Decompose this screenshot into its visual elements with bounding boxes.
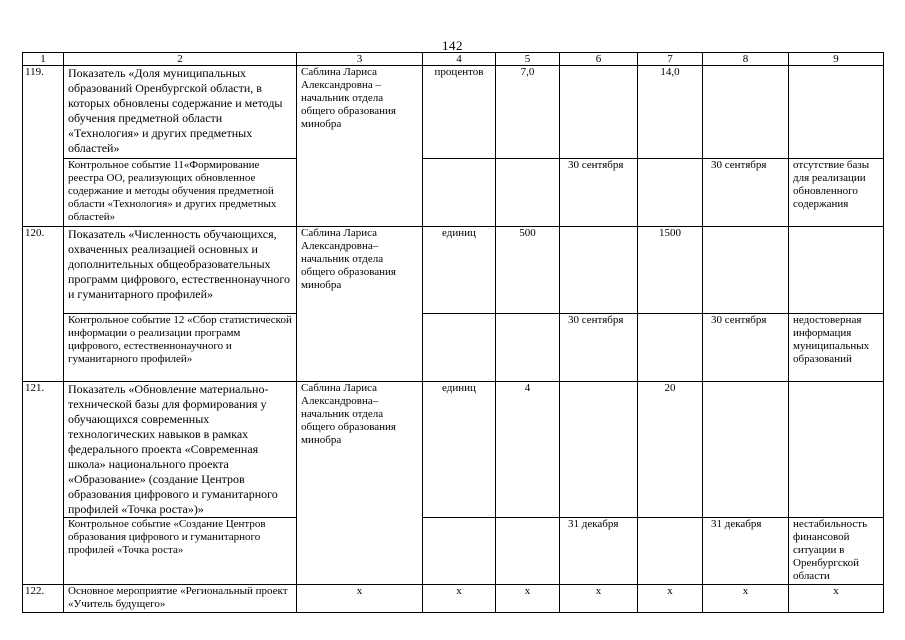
header-cell: 2 (64, 53, 297, 66)
value-cell: 500 (496, 227, 560, 314)
empty-cell (638, 518, 703, 585)
responsible-cell: Саблина Лариса Александровна – начальник отдела общего образования минобра (297, 66, 423, 227)
x-cell: х (789, 585, 884, 613)
empty-cell (423, 314, 496, 382)
value-cell: 1500 (638, 227, 703, 314)
date-cell: 30 сентября (703, 314, 789, 382)
table-row (23, 382, 884, 518)
table-row (23, 66, 884, 159)
empty-cell (423, 159, 496, 227)
risk-cell: отсутствие базы для реализации обновленного содержания (789, 159, 884, 227)
header-cell: 5 (496, 53, 560, 66)
value-cell: 20 (638, 382, 703, 518)
event-cell: Контрольное событие 12 «Сбор статистической информации о реализации программ цифрового, естественнонаучного и гуманитарного профилей» (64, 314, 297, 382)
indicator-cell: Показатель «Обновление материально-технической базы для формирования у обучающихся современных технологических навыков в рамках федерального проекта «Современная школа» национального проекта «Образование» (создание Центров образования цифрового и гуманитарного профилей «Точка роста»)» (64, 382, 297, 518)
value-cell (789, 66, 884, 159)
empty-cell (496, 314, 560, 382)
value-cell (560, 227, 638, 314)
empty-cell (496, 518, 560, 585)
row-number: 120. (23, 227, 64, 382)
x-cell: х (423, 585, 496, 613)
row-number: 122. (23, 585, 64, 613)
empty-cell (423, 518, 496, 585)
date-cell: 31 декабря (560, 518, 638, 585)
value-cell (560, 382, 638, 518)
x-cell: х (638, 585, 703, 613)
responsible-cell: Саблина Лариса Александровна– начальник отдела общего образования минобра (297, 382, 423, 585)
table-row (23, 314, 884, 382)
value-cell: 14,0 (638, 66, 703, 159)
x-cell: х (560, 585, 638, 613)
date-cell: 30 сентября (560, 314, 638, 382)
date-cell: 30 сентября (560, 159, 638, 227)
x-cell: х (297, 585, 423, 613)
empty-cell (496, 159, 560, 227)
indicator-cell: Основное мероприятие «Региональный проект «Учитель будущего» (64, 585, 297, 613)
date-cell: 30 сентября (703, 159, 789, 227)
value-cell (703, 66, 789, 159)
table-row (23, 159, 884, 227)
date-cell: 31 декабря (703, 518, 789, 585)
unit-cell: единиц (423, 227, 496, 314)
event-cell: Контрольное событие 11«Формирование реестра ОО, реализующих обновленное содержание и методы обучения предметной области «Технология» и других предметных областей» (64, 159, 297, 227)
table-row (23, 518, 884, 585)
unit-cell: процентов (423, 66, 496, 159)
value-cell (560, 66, 638, 159)
value-cell: 4 (496, 382, 560, 518)
value-cell (703, 382, 789, 518)
row-number: 121. (23, 382, 64, 585)
value-cell: 7,0 (496, 66, 560, 159)
row-number: 119. (23, 66, 64, 227)
x-cell: х (703, 585, 789, 613)
empty-cell (638, 314, 703, 382)
header-cell: 7 (638, 53, 703, 66)
empty-cell (638, 159, 703, 227)
risk-cell: недостоверная информация муниципальных образований (789, 314, 884, 382)
event-cell: Контрольное событие «Создание Центров образования цифрового и гуманитарного профилей «Точка роста» (64, 518, 297, 585)
responsible-cell: Саблина Лариса Александровна– начальник отдела общего образования минобра (297, 227, 423, 382)
indicator-cell: Показатель «Доля муниципальных образований Оренбургской области, в которых обновлены содержание и методы обучения предметной области «Технология» и других предметных областей» (64, 66, 297, 159)
header-cell: 6 (560, 53, 638, 66)
header-cell: 3 (297, 53, 423, 66)
value-cell (789, 227, 884, 314)
value-cell (789, 382, 884, 518)
indicator-cell: Показатель «Численность обучающихся, охваченных реализацией основных и дополнительных общеобразовательных программ цифрового, естественнонаучного и гуманитарного профилей» (64, 227, 297, 314)
table-row (23, 585, 884, 613)
page-number: 142 (442, 38, 463, 53)
value-cell (703, 227, 789, 314)
header-cell: 4 (423, 53, 496, 66)
header-cell: 1 (23, 53, 64, 66)
header-cell: 8 (703, 53, 789, 66)
header-cell: 9 (789, 53, 884, 66)
x-cell: х (496, 585, 560, 613)
unit-cell: единиц (423, 382, 496, 518)
table-row (23, 227, 884, 314)
header-row (23, 53, 884, 66)
risk-cell: нестабильность финансовой ситуации в Оренбургской области (789, 518, 884, 585)
plan-table (22, 52, 884, 613)
